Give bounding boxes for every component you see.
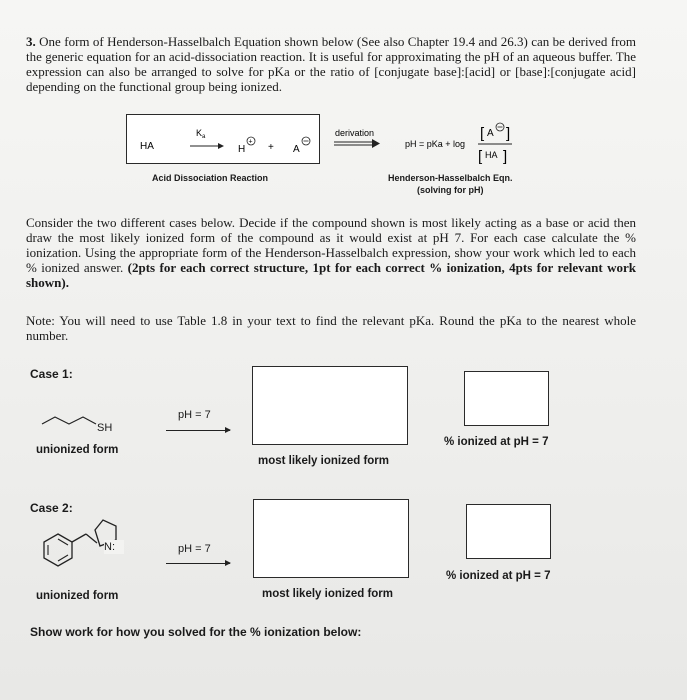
case1-unionized-label: unionized form	[36, 444, 119, 456]
bracket-right-bottom: ]	[503, 148, 508, 165]
case2-arrow	[166, 563, 230, 564]
case1-ionized-answer-box[interactable]	[252, 366, 408, 445]
benzene-double-bond-3	[58, 555, 68, 561]
case1-title: Case 1:	[30, 367, 73, 381]
case1-percent-answer-box[interactable]	[464, 371, 549, 426]
instructions-paragraph	[26, 215, 636, 290]
denominator-ha: HA	[485, 150, 498, 160]
note-paragraph: Note: You will need to use Table 1.8 in your text to find the relevant pKa. Round the pKa to the nearest whole number.	[26, 313, 636, 343]
hh-caption-sub: (solving for pH)	[417, 185, 484, 195]
ka-arrowhead	[218, 143, 224, 149]
acid-dissociation-caption: Acid Dissociation Reaction	[152, 173, 269, 183]
points-text: (2pts for each correct structure, 1pt for each correct % ionization, 4pts for relevant work shown).	[26, 260, 636, 290]
case2-title: Case 2:	[30, 501, 73, 515]
h-label: H	[238, 144, 246, 155]
case2-ph-label: pH = 7	[178, 543, 211, 555]
case2-percent-answer-box[interactable]	[466, 504, 551, 559]
question-number: 3.	[26, 34, 36, 49]
case2-ionized-label: most likely ionized form	[262, 588, 393, 600]
question-intro-text: One form of Henderson-Hasselbalch Equation shown below (See also Chapter 19.4 and 26.3) can be derived from the generic equation for an acid-dissociation reaction. It is useful for approximating the pH of an aqueous buffer. The expression can also be arranged to solve for pKa or the ratio of [conjugate base]:[acid] or [base]:[conjugate acid] depending on the functional group being ionized.	[26, 34, 637, 94]
numerator-a: A	[487, 128, 494, 139]
instructions-text: Consider the two different cases below. Decide if the compound shown is most likely acting as a base or acid then draw the most likely ionized form of the compound as it would exist at pH 7. For each case calculate the % ionization. Using the appropriate form of the Henderson-Hasselbalch expression, show your work which led to each % ionized answer.	[26, 215, 636, 275]
ka-label: $K_a$	[196, 128, 206, 140]
work-prompt: Show work for how you solved for the % ionization below:	[30, 625, 362, 639]
case2-percent-label: % ionized at pH = 7	[446, 570, 551, 582]
positive-charge-sign: +	[248, 138, 253, 146]
bracket-right-top: ]	[506, 125, 511, 142]
case1-percent-label: % ionized at pH = 7	[444, 436, 549, 448]
case2-ionized-answer-box[interactable]	[253, 499, 409, 578]
thiol-sh-label: SH	[97, 422, 113, 434]
a-label: A	[293, 144, 300, 155]
case1-ph-label: pH = 7	[178, 409, 211, 421]
thiol-chain-icon	[42, 417, 96, 424]
case1-ionized-label: most likely ionized form	[258, 455, 389, 467]
benzyl-bond-2	[86, 534, 97, 543]
ha-label: HA	[140, 141, 154, 152]
nitrogen-label: N:	[104, 541, 115, 553]
hh-equation: pH = pKa + log	[405, 139, 466, 149]
plus-sign: +	[268, 142, 274, 153]
case2-unionized-label: unionized form	[36, 590, 119, 602]
benzene-double-bond-2	[58, 539, 68, 545]
bracket-left-top: [	[480, 125, 485, 142]
hh-caption: Henderson-Hasselbalch Eqn.	[388, 173, 513, 183]
derivation-label: derivation	[335, 128, 375, 138]
benzyl-bond-1	[72, 534, 86, 542]
case1-arrow	[166, 430, 230, 431]
bracket-left-bottom: [	[478, 148, 483, 165]
derivation-arrowhead	[372, 139, 380, 148]
